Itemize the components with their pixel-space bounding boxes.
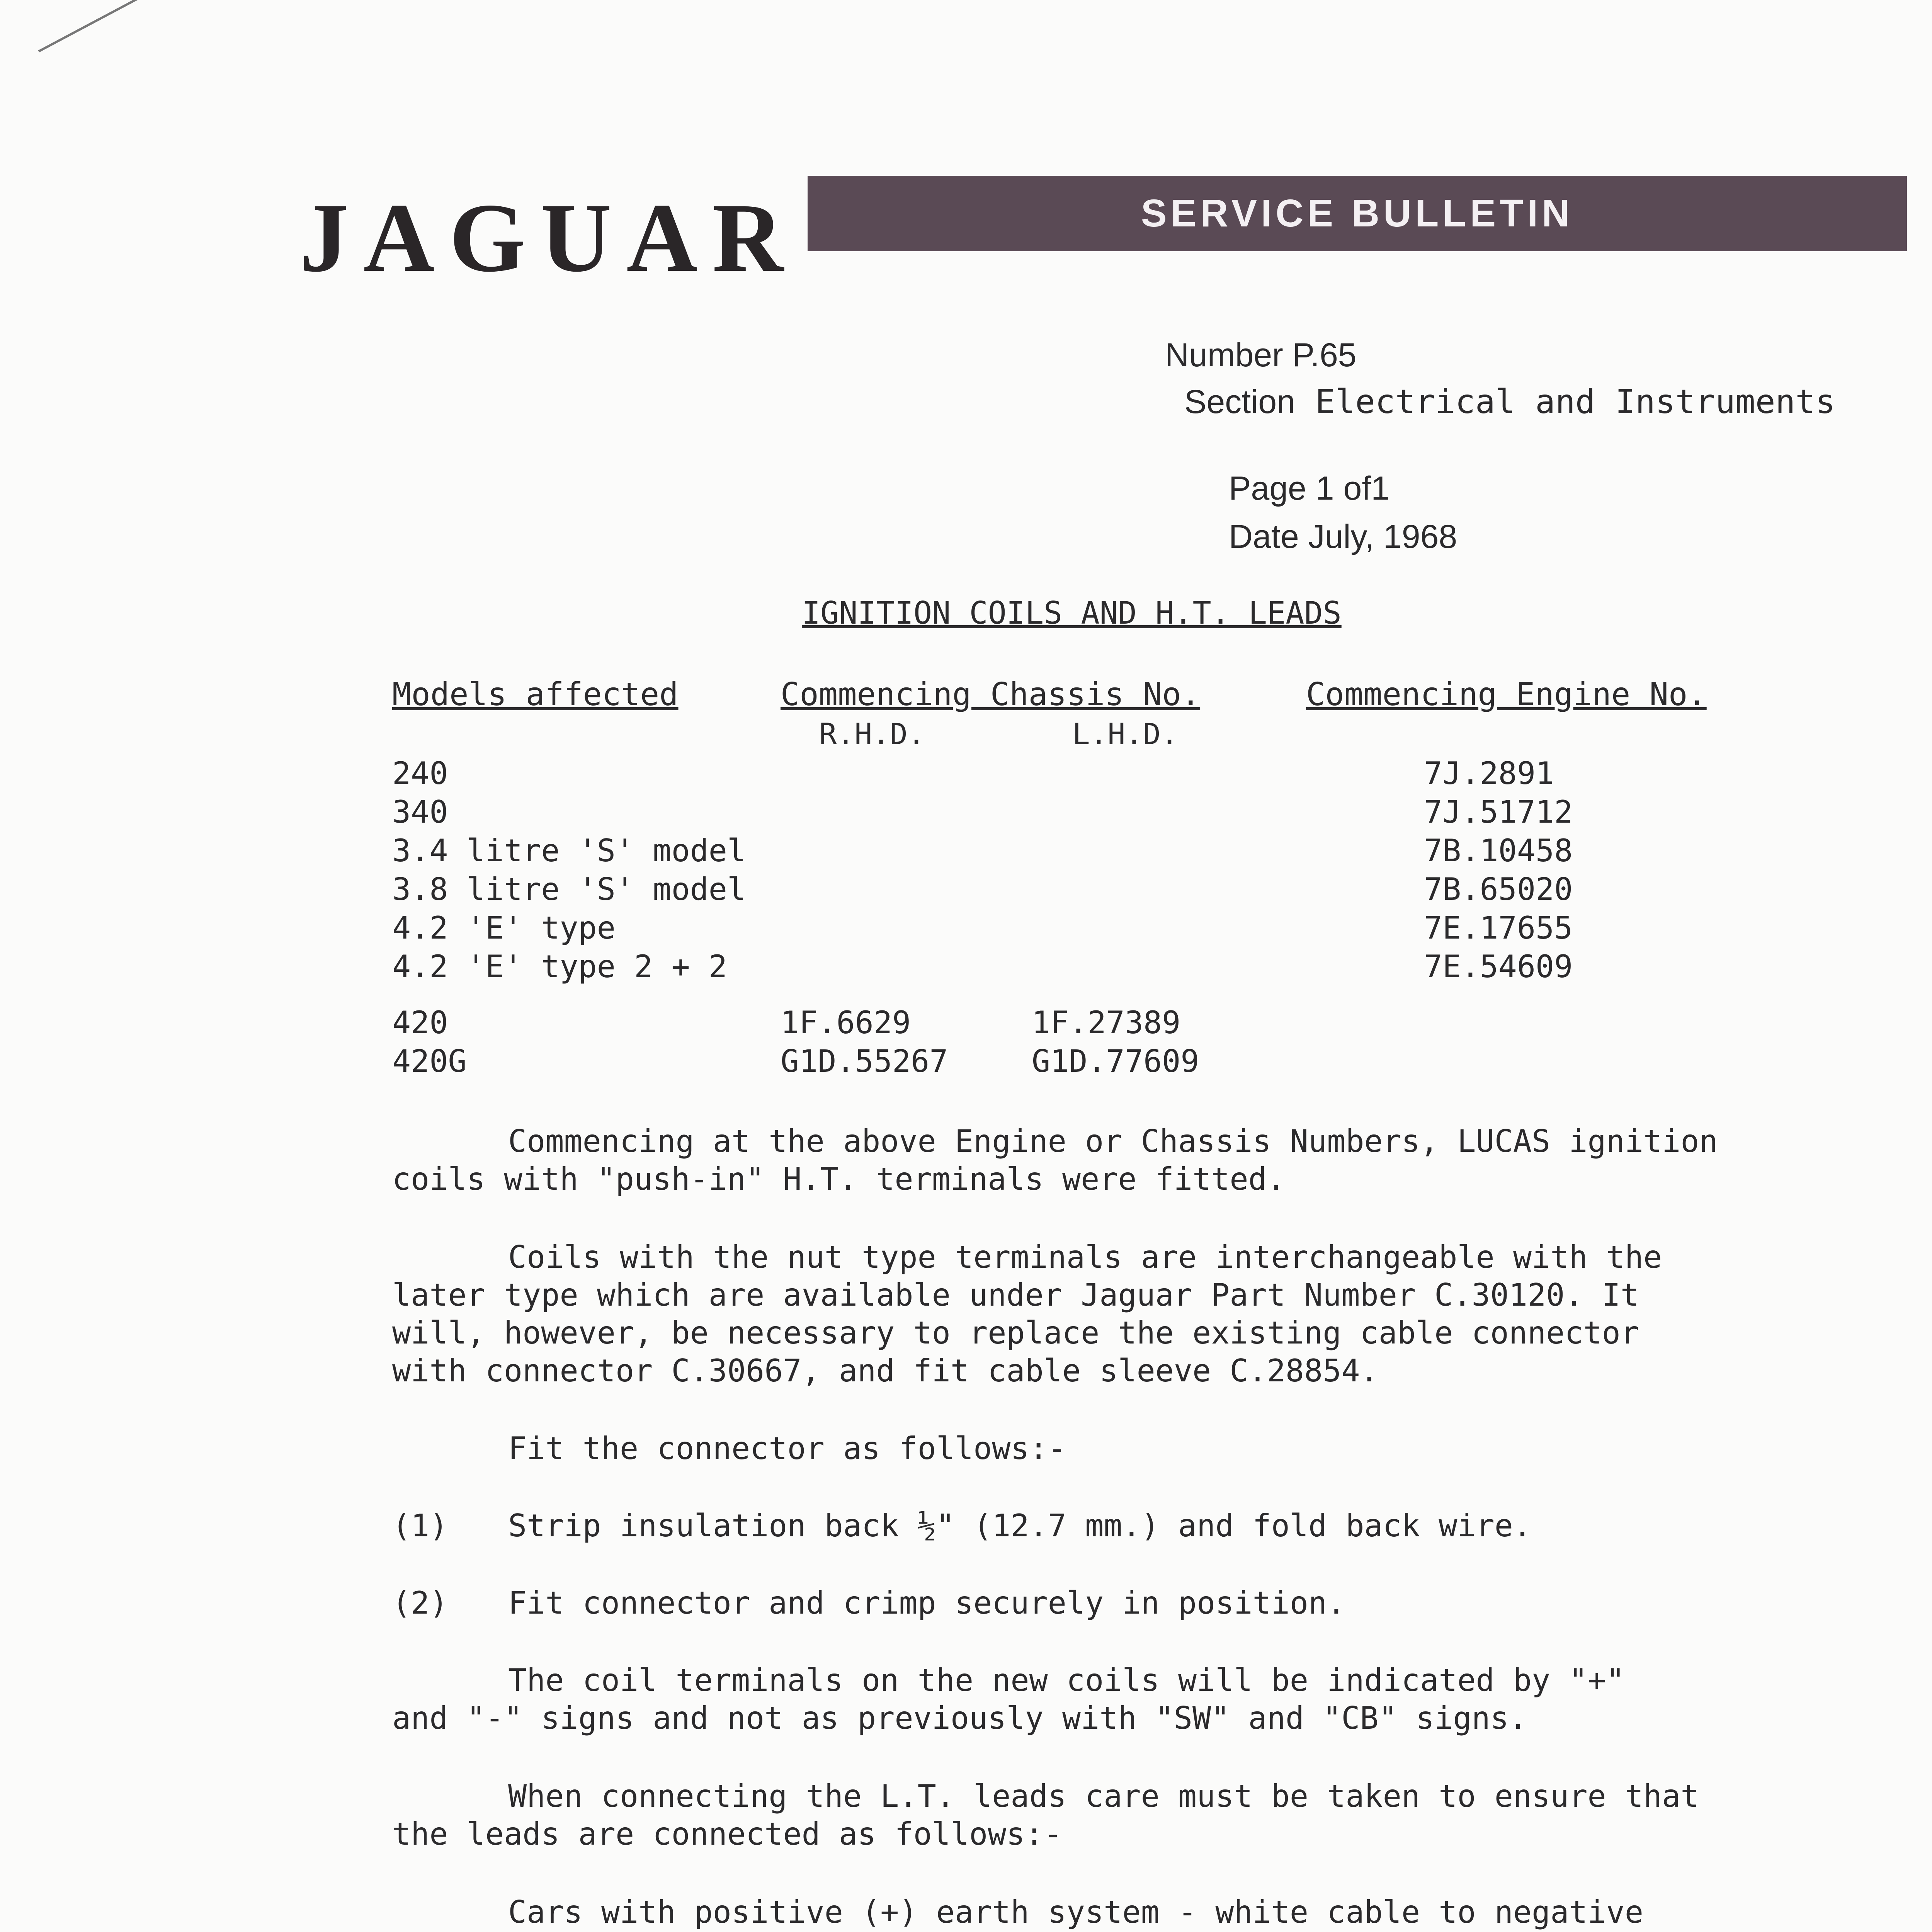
row-engine-no: 7B.65020	[1424, 871, 1573, 907]
row-model: 420	[392, 1005, 448, 1041]
row-engine-no: 7E.17655	[1424, 910, 1573, 946]
step-2-text: Fit connector and crimp securely in position.	[508, 1585, 1346, 1621]
para-lt-leads-1: When connecting the L.T. leads care must be taken to ensure that	[508, 1778, 1699, 1814]
para-coils-2: later type which are available under Jaguar Part Number C.30120. It	[392, 1277, 1639, 1313]
para-fit-connector: Fit the connector as follows:-	[508, 1430, 1066, 1466]
header-models-affected: Models affected	[392, 676, 679, 713]
number-value: P.65	[1292, 337, 1357, 374]
date-label: Date	[1229, 518, 1299, 555]
row-engine-no: 7E.54609	[1424, 949, 1573, 985]
row-model: 3.8 litre 'S' model	[392, 871, 746, 907]
para-coils-1: Coils with the nut type terminals are interchangeable with the	[508, 1239, 1662, 1275]
row-lhd-chassis: G1D.77609	[1032, 1043, 1199, 1079]
bulletin-title: IGNITION COILS AND H.T. LEADS	[802, 595, 1342, 631]
page-label: Page	[1229, 470, 1306, 507]
step-1-text: Strip insulation back ½" (12.7 mm.) and fold back wire.	[508, 1508, 1532, 1544]
row-engine-no: 7J.51712	[1424, 794, 1573, 830]
jaguar-logo: JAGUAR	[299, 184, 798, 293]
row-lhd-chassis: 1F.27389	[1032, 1005, 1181, 1041]
row-model: 4.2 'E' type	[392, 910, 616, 946]
row-engine-no: 7B.10458	[1424, 833, 1573, 869]
show-through-ghost	[232, 185, 261, 319]
para-positive-earth-1: Cars with positive (+) earth system - white cable to negative	[508, 1894, 1644, 1930]
header-rhd: R.H.D.	[819, 717, 925, 751]
header-lhd: L.H.D.	[1072, 717, 1179, 751]
row-model: 340	[392, 794, 448, 830]
para-coils-4: with connector C.30667, and fit cable sleeve C.28854.	[392, 1353, 1379, 1389]
row-model: 240	[392, 755, 448, 791]
bulletin-number	[1165, 336, 1357, 374]
bulletin-section	[1184, 383, 1835, 421]
header-chassis-no: Commencing Chassis No.	[781, 676, 1201, 713]
bulletin-page	[1229, 469, 1389, 508]
step-1-number: (1)	[392, 1508, 448, 1544]
para-terminals-1: The coil terminals on the new coils will be indicated by "+"	[508, 1662, 1625, 1698]
bulletin-date	[1229, 518, 1457, 556]
page-value: 1 of1	[1315, 470, 1390, 507]
section-label: Section	[1184, 383, 1295, 420]
row-rhd-chassis: 1F.6629	[781, 1005, 911, 1041]
header-engine-no: Commencing Engine No.	[1306, 676, 1707, 713]
banner-text: SERVICE BULLETIN	[1141, 192, 1574, 235]
number-label: Number	[1165, 337, 1283, 374]
step-2-number: (2)	[392, 1585, 448, 1621]
para-commencing-1: Commencing at the above Engine or Chassis Numbers, LUCAS ignition	[508, 1123, 1718, 1159]
para-terminals-2: and "-" signs and not as previously with "SW" and "CB" signs.	[392, 1700, 1528, 1736]
section-value: Electrical and Instruments	[1315, 383, 1835, 421]
row-model: 3.4 litre 'S' model	[392, 833, 746, 869]
para-coils-3: will, however, be necessary to replace the existing cable connector	[392, 1315, 1639, 1351]
service-bulletin-banner	[808, 176, 1907, 251]
date-value: July, 1968	[1308, 518, 1458, 555]
para-lt-leads-2: the leads are connected as follows:-	[392, 1816, 1062, 1852]
row-model: 4.2 'E' type 2 + 2	[392, 949, 727, 985]
para-commencing-2: coils with "push-in" H.T. terminals were fitted.	[392, 1161, 1286, 1197]
row-engine-no: 7J.2891	[1424, 755, 1554, 791]
corner-pen-mark	[38, 0, 138, 53]
row-model: 420G	[392, 1043, 467, 1079]
row-rhd-chassis: G1D.55267	[781, 1043, 948, 1079]
